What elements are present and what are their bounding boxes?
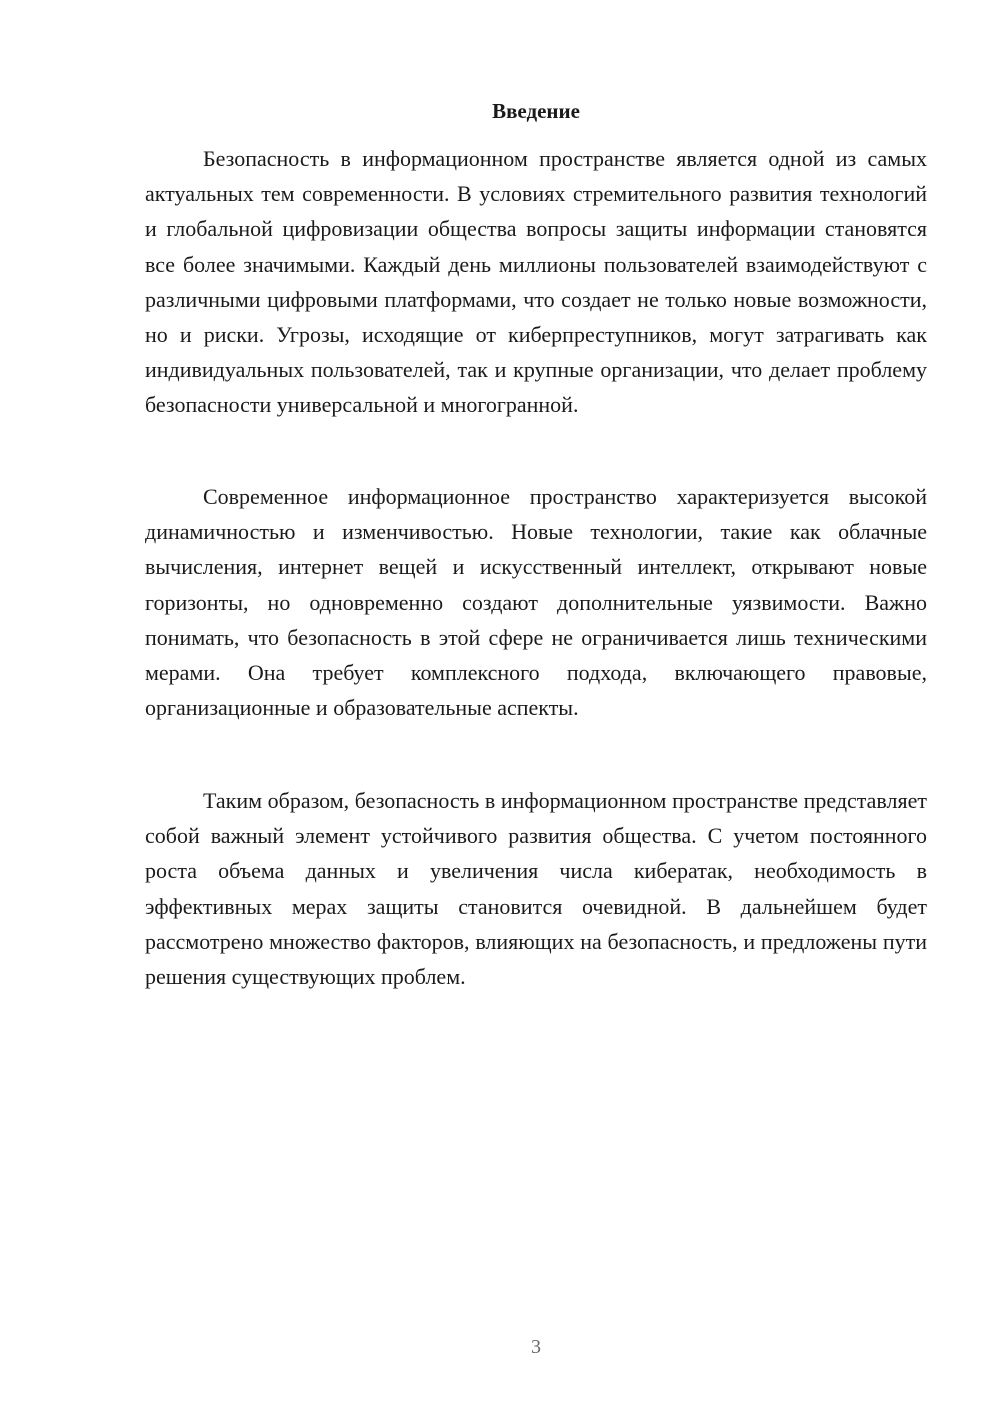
paragraph-3: Таким образом, безопасность в информационном пространстве представляет собой важный элемент устойчивого развития общества. С учетом постоянного роста объема данных и увеличения числа кибератак, необходимость в эффективных мерах защиты становится очевидной. В дальнейшем будет рассмотрено множество факторов, влияющих на безопасность, и предложены пути решения существующих проблем. (145, 788, 927, 990)
section-heading: Введение (492, 99, 580, 123)
paragraph-2: Современное информационное пространство характеризуется высокой динамичностью и изменчивостью. Новые технологии, такие как облачные вычисления, интернет вещей и искусственный интеллект, открывают новые горизонты, но одновременно создают дополнительные уязвимости. Важно понимать, что безопасность в этой сфере не ограничивается лишь техническими мерами. Она требует комплексного подхода, включающего правовые, организационные и образовательные аспекты. (145, 484, 927, 721)
page-number: 3 (531, 1336, 541, 1358)
paragraph-1: Безопасность в информационном пространстве является одной из самых актуальных тем современности. В условиях стремительного развития технологий и глобальной цифровизации общества вопросы защиты информации становятся все более значимыми. Каждый день миллионы пользователей взаимодействуют с различными цифровыми платформами, что создает не только новые возможности, но и риски. Угрозы, исходящие от киберпреступников, могут затрагивать как индивидуальных пользователей, так и крупные организации, что делает проблему безопасности универсальной и многогранной. (145, 146, 927, 418)
